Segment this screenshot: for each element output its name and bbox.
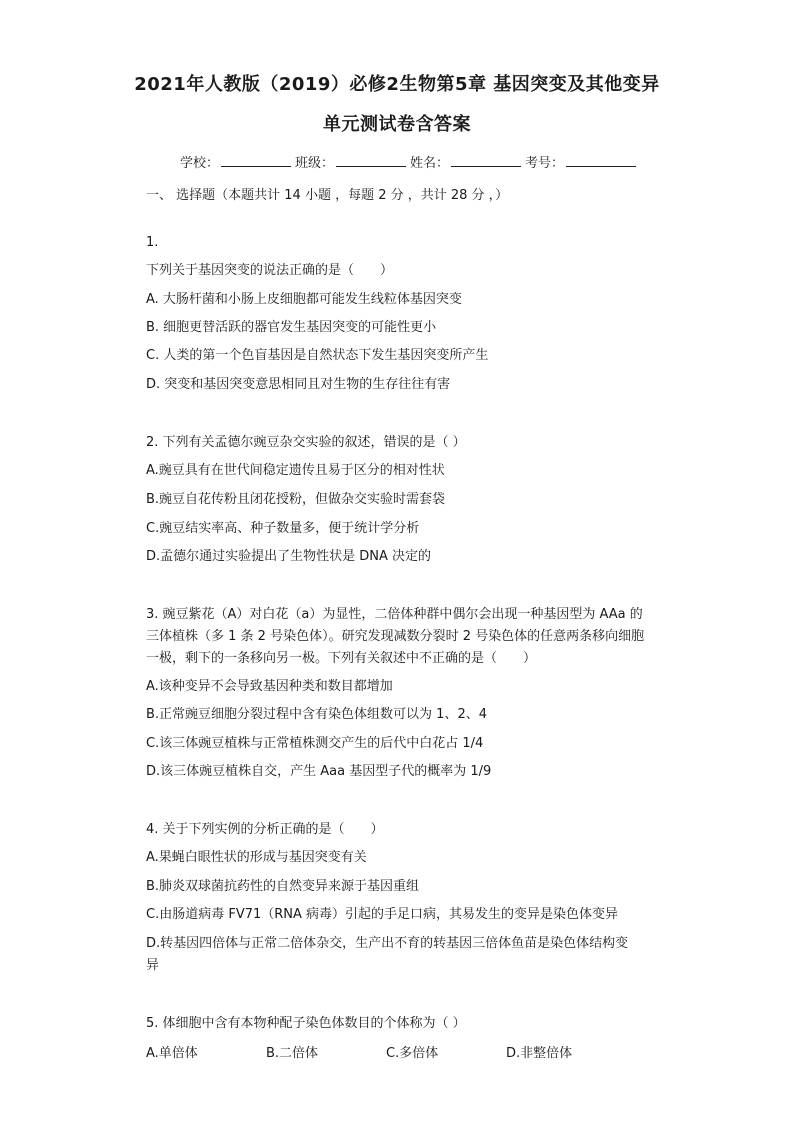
q2-option-c: C.豌豆结实率高、种子数量多，便于统计学分析 (146, 521, 420, 536)
exam-number-blank (566, 152, 636, 167)
school-blank (221, 152, 291, 167)
q1-number: 1. (146, 235, 159, 250)
name-blank (451, 152, 521, 167)
q5-options-row (146, 1042, 626, 1061)
name-label: 姓名： (410, 156, 450, 171)
q1-stem: 下列关于基因突变的说法正确的是（ ） (146, 263, 394, 278)
q2-option-d: D.孟德尔通过实验提出了生物性状是 DNA 决定的 (146, 549, 432, 564)
q3-option-c: C.该三体豌豆植株与正常植株测交产生的后代中白花占 1/4 (146, 736, 484, 751)
q5-option-c: C.多倍体 (386, 1046, 439, 1061)
exam-number-label: 考号： (525, 156, 565, 171)
class-label: 班级： (295, 156, 335, 171)
q3-stem-line-3: 一极，剩下的一条移向另一极。下列有关叙述中不正确的是（ ） (146, 651, 537, 666)
q2-stem: 2. 下列有关孟德尔豌豆杂交实验的叙述，错误的是（ ） (146, 435, 466, 450)
q4-option-d: D.转基因四倍体与正常二倍体杂交，生产出不育的转基因三倍体鱼苗是染色体结构变 (146, 936, 629, 951)
school-label: 学校： (180, 156, 220, 171)
q5-stem: 5. 体细胞中含有本物种配子染色体数目的个体称为（ ） (146, 1016, 466, 1031)
q3-stem-line-2: 三体植株（多 1 条 2 号染色体）。研究发现减数分裂时 2 号染色体的任意两条移向细胞 (146, 629, 645, 644)
student-info-row (180, 152, 640, 171)
q4-stem: 4. 关于下列实例的分析正确的是（ ） (146, 822, 384, 837)
q1-option-a: A. 大肠杆菌和小肠上皮细胞都可能发生线粒体基因突变 (146, 292, 462, 307)
q2-option-a: A.豌豆具有在世代间稳定遗传且易于区分的相对性状 (146, 463, 445, 478)
page-subtitle: 单元测试卷含答案 (323, 114, 471, 135)
q3-option-b: B.正常豌豆细胞分裂过程中含有染色体组数可以为 1、2、4 (146, 707, 487, 722)
q5-option-b: B.二倍体 (266, 1046, 319, 1061)
q2-option-b: B.豌豆自花传粉且闭花授粉，但做杂交实验时需套袋 (146, 492, 446, 507)
q3-option-a: A.该种变异不会导致基因种类和数目都增加 (146, 679, 393, 694)
q4-option-c: C.由肠道病毒 FV71（RNA 病毒）引起的手足口病，其易发生的变异是染色体变异 (146, 907, 619, 922)
q3-option-d: D.该三体豌豆植株自交，产生 Aaa 基因型子代的概率为 1/9 (146, 764, 492, 779)
q5-option-a: A.单倍体 (146, 1046, 198, 1061)
q1-option-d: D. 突变和基因突变意思相同且对生物的生存往往有害 (146, 377, 451, 392)
q1-option-b: B. 细胞更替活跃的器官发生基因突变的可能性更小 (146, 320, 437, 335)
q1-option-c: C. 人类的第一个色盲基因是自然状态下发生基因突变所产生 (146, 348, 489, 363)
page-title: 2021年人教版（2019）必修2生物第5章 基因突变及其他变异 (134, 74, 660, 95)
class-blank (336, 152, 406, 167)
section-heading: 一、 选择题（本题共计 14 小题 ，每题 2 分 ，共计 28 分 ，） (146, 188, 509, 203)
q4-option-d-continued: 异 (146, 958, 160, 973)
q3-stem-line-1: 3. 豌豆紫花（A）对白花（a）为显性，二倍体种群中偶尔会出现一种基因型为 AAa 的 (146, 607, 643, 622)
q4-option-a: A.果蝇白眼性状的形成与基因突变有关 (146, 850, 367, 865)
q5-option-d: D.非整倍体 (506, 1046, 573, 1061)
q4-option-b: B.肺炎双球菌抗药性的自然变异来源于基因重组 (146, 879, 420, 894)
